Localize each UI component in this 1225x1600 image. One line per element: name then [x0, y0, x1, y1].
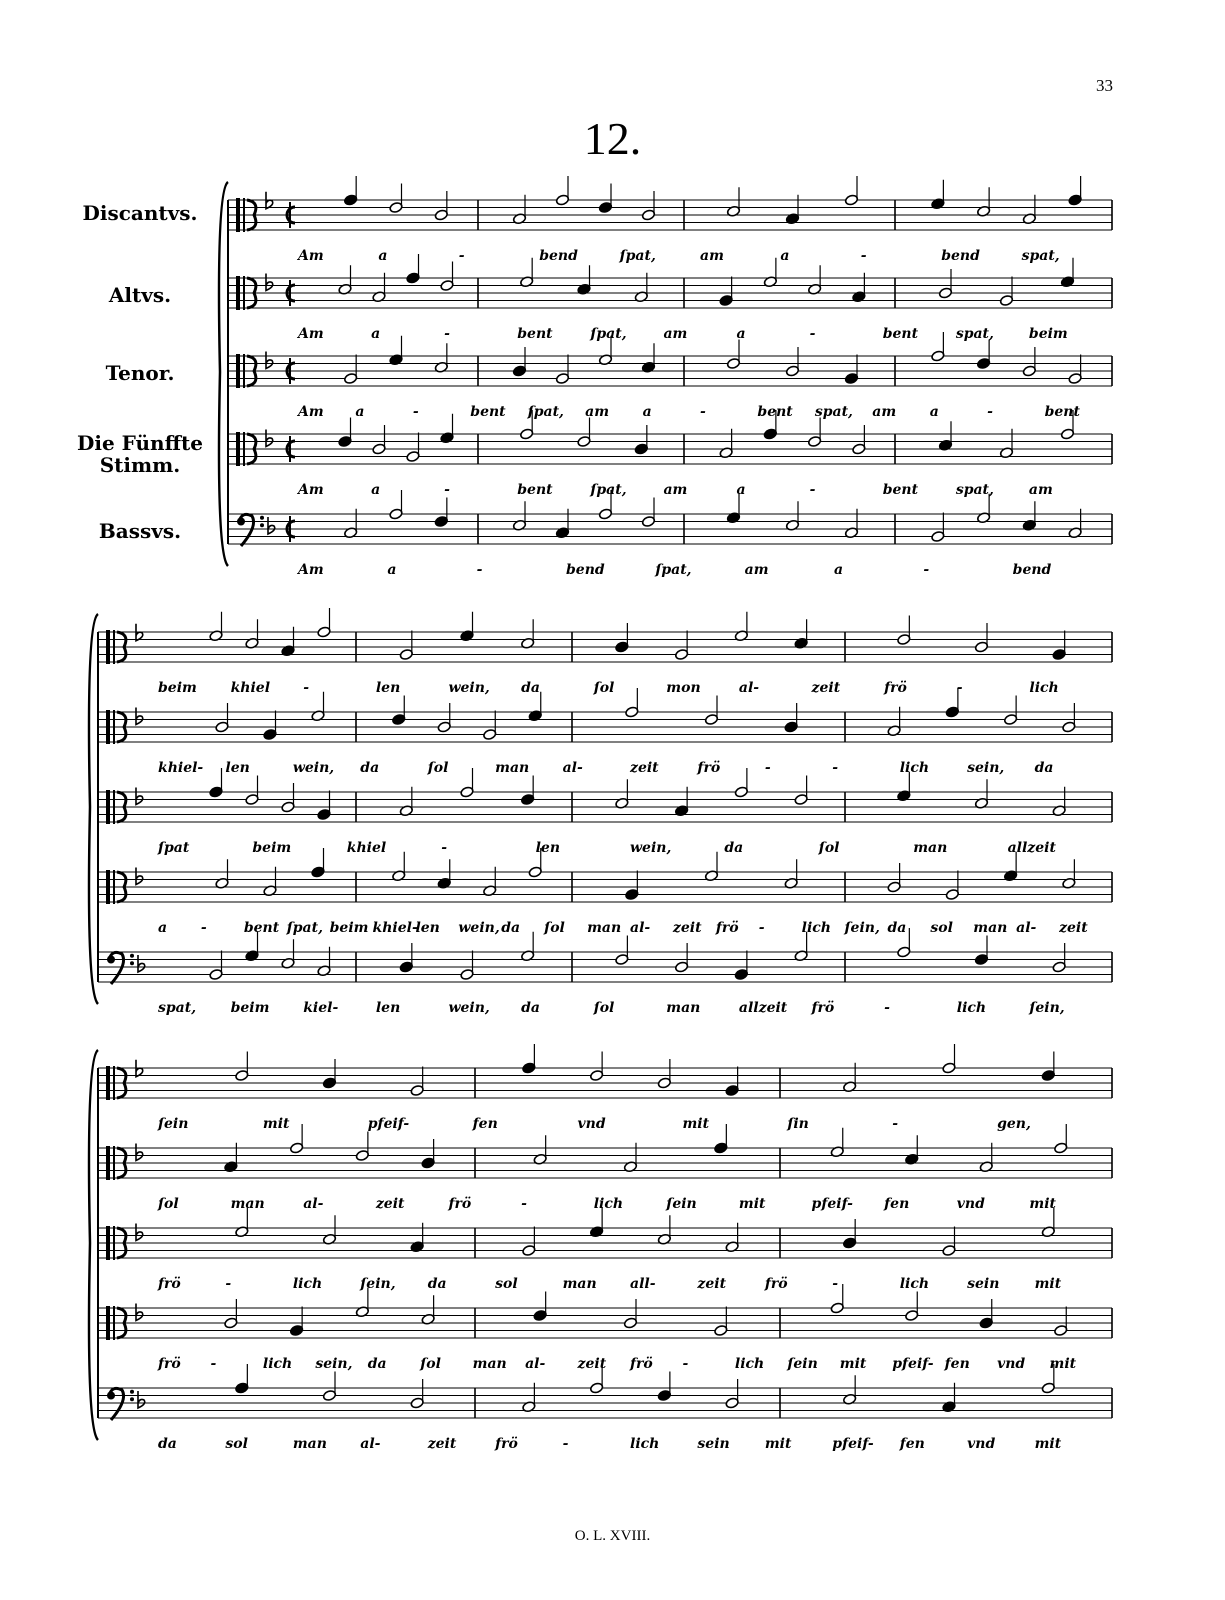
lyric-syllable: mit	[262, 1116, 290, 1132]
flat-sign	[266, 430, 273, 447]
lyric-syllable: mon	[666, 680, 701, 696]
lyric-syllable: -	[476, 562, 483, 578]
lyric-syllable: frö	[448, 1196, 472, 1212]
c-clef	[113, 630, 115, 664]
c-clef	[113, 790, 115, 824]
lyric-syllable: a	[378, 248, 388, 264]
lyric-syllable: Am	[298, 562, 324, 578]
lyric-syllable: beim	[158, 680, 197, 696]
lyric-syllable: khiel-	[372, 920, 418, 936]
c-clef	[113, 1146, 115, 1180]
lyric-syllable: spat,	[955, 482, 994, 498]
lyric-syllable: sol	[495, 1276, 518, 1292]
lyric-syllable: zeit	[427, 1436, 457, 1452]
lyric-syllable: mit	[764, 1436, 792, 1452]
lyric-syllable: mit	[1034, 1276, 1062, 1292]
lyric-syllable: -	[444, 482, 450, 498]
system-brace	[89, 1050, 98, 1440]
lyric-syllable: ſpat,	[619, 248, 656, 264]
lyric-syllable: sol	[930, 920, 953, 936]
lyric-syllable: da	[1034, 760, 1054, 776]
lyric-syllable: a	[371, 482, 381, 498]
f-clef	[130, 1397, 134, 1401]
lyric-syllable: Am	[298, 326, 324, 342]
lyric-syllable: -	[200, 920, 207, 936]
c-clef	[113, 1226, 115, 1260]
lyric-syllable: pfeif-	[367, 1116, 410, 1132]
page-number: 33	[1096, 76, 1113, 95]
c-clef	[106, 1146, 110, 1180]
lyric-syllable: da	[521, 680, 540, 696]
lyric-syllable: ſol	[593, 1000, 615, 1016]
lyric-syllable: man	[666, 1000, 701, 1016]
lyric-syllable: spat,	[1021, 248, 1060, 264]
lyric-syllable: frö	[495, 1436, 518, 1452]
flat-sign	[136, 1144, 143, 1161]
lyric-syllable: pfeif-	[811, 1196, 853, 1212]
lyric-syllable: -	[444, 326, 450, 342]
lyric-syllable: spat,	[814, 404, 853, 420]
c-clef	[106, 870, 110, 904]
lyric-syllable: zeit	[577, 1356, 607, 1372]
lyric-syllable: bent	[517, 326, 553, 342]
lyric-syllable: -	[884, 1000, 890, 1016]
lyric-syllable: bent	[882, 326, 919, 342]
lyric-syllable: beim	[230, 1000, 270, 1016]
lyric-syllable: ſein,	[844, 920, 880, 936]
lyric-syllable: ſol	[420, 1356, 441, 1372]
lyric-syllable: lich	[593, 1196, 624, 1212]
lyric-syllable: mit	[1029, 1196, 1056, 1212]
lyric-syllable: bent	[757, 404, 793, 420]
lyric-syllable: len	[415, 920, 440, 936]
lyric-syllable: a	[780, 248, 790, 264]
lyric-syllable: kiel-	[303, 1000, 339, 1016]
c-clef	[243, 432, 245, 466]
lyric-syllable: sein	[967, 1276, 1000, 1292]
lyric-syllable: fen	[884, 1196, 910, 1212]
lyric-syllable: khiel-	[158, 760, 204, 776]
c-clef	[236, 198, 240, 232]
lyric-syllable: lich	[1029, 680, 1059, 696]
lyric-syllable: wein,	[630, 840, 672, 856]
lyric-syllable: am	[700, 248, 724, 264]
lyric-syllable: -	[956, 680, 963, 696]
lyric-syllable: beim	[329, 920, 369, 936]
lyric-syllable: -	[412, 404, 419, 420]
c-clef	[243, 198, 245, 232]
c-clef	[106, 1306, 110, 1340]
lyric-syllable: -	[682, 1356, 689, 1372]
lyric-syllable: mit	[839, 1356, 867, 1372]
lyric-syllable: a	[834, 562, 844, 578]
lyric-syllable: -	[441, 840, 448, 856]
lyric-syllable: am	[1028, 482, 1053, 498]
lyric-syllable: vnd	[967, 1436, 996, 1452]
lyric-syllable: ſpat,	[590, 482, 627, 498]
lyric-syllable: zeit	[1059, 920, 1088, 936]
lyric-syllable: fen	[944, 1356, 970, 1372]
lyric-syllable: wein,	[448, 680, 490, 696]
f-clef	[130, 961, 134, 965]
lyric-syllable: mit	[1049, 1356, 1077, 1372]
voice-label-altus: Altvs.	[108, 283, 172, 307]
lyric-syllable: zeit	[375, 1196, 405, 1212]
lyric-syllable: frö	[697, 760, 721, 776]
lyric-syllable: lich	[734, 1356, 765, 1372]
flat-sign	[136, 1224, 143, 1241]
lyric-syllable: a	[642, 404, 652, 420]
lyric-syllable: da	[360, 760, 380, 776]
lyric-syllable: allzeit	[1007, 840, 1056, 856]
lyric-syllable: ſein,	[360, 1276, 396, 1292]
lyric-syllable: man	[913, 840, 948, 856]
lyric-syllable: al-	[562, 760, 583, 776]
c-clef	[106, 1066, 110, 1100]
lyric-syllable: -	[562, 1436, 569, 1452]
flat-sign	[266, 352, 273, 369]
lyric-syllable: da	[521, 1000, 540, 1016]
lyric-syllable: -	[832, 760, 839, 776]
lyric-syllable: len	[375, 1000, 401, 1016]
lyric-syllable: spat,	[955, 326, 994, 342]
lyric-syllable: mit	[682, 1116, 710, 1132]
lyric-syllable: -	[210, 1356, 217, 1372]
lyric-syllable: fen	[472, 1116, 498, 1132]
lyric-syllable: ſol	[818, 840, 840, 856]
lyric-syllable: vnd	[577, 1116, 606, 1132]
lyric-syllable: beim	[1028, 326, 1068, 342]
lyric-syllable: am	[872, 404, 897, 420]
c-clef	[106, 790, 110, 824]
c-clef	[113, 870, 115, 904]
lyric-syllable: -	[458, 248, 465, 264]
lyric-syllable: sein,	[967, 760, 1005, 776]
lyric-syllable: bent	[1044, 404, 1080, 420]
lyric-syllable: lich	[292, 1276, 323, 1292]
lyric-syllable: wein,	[292, 760, 335, 776]
lyric-syllable: -	[923, 562, 930, 578]
lyric-syllable: len	[225, 760, 250, 776]
lyric-syllable: -	[832, 1276, 839, 1292]
lyric-syllable: ſpat,	[590, 326, 627, 342]
lyric-syllable: zeit	[811, 680, 841, 696]
lyric-syllable: -	[809, 482, 816, 498]
lyric-syllable: sein	[697, 1436, 730, 1452]
lyric-syllable: man	[495, 760, 530, 776]
lyric-syllable: ſpat,	[655, 562, 692, 578]
lyric-syllable: allzeit	[738, 1000, 788, 1016]
c-clef	[236, 354, 240, 388]
lyric-syllable: lich	[899, 1276, 930, 1292]
lyric-syllable: frö	[811, 1000, 835, 1016]
lyric-syllable: bent	[882, 482, 919, 498]
f-clef	[109, 1388, 124, 1420]
lyric-syllable: al-	[1016, 920, 1037, 936]
lyric-syllable: ſein	[666, 1196, 697, 1212]
c-clef	[243, 354, 245, 388]
lyric-syllable: a	[736, 326, 746, 342]
lyric-syllable: man	[562, 1276, 597, 1292]
lyric-syllable: frö	[630, 1356, 653, 1372]
lyric-syllable: da	[367, 1356, 387, 1372]
lyric-syllable: ſpat	[158, 840, 190, 856]
lyric-syllable: ſpat,	[527, 404, 564, 420]
lyric-syllable: frö	[764, 1276, 788, 1292]
lyric-syllable: zeit	[630, 760, 659, 776]
lyric-syllable: am	[585, 404, 610, 420]
c-clef	[236, 432, 240, 466]
f-clef	[130, 1390, 134, 1394]
lyric-syllable: ſein,	[1029, 1000, 1065, 1016]
flat-sign	[266, 274, 273, 291]
lyric-syllable: mit	[1034, 1436, 1062, 1452]
lyric-syllable: -	[860, 248, 867, 264]
lyric-syllable: al-	[525, 1356, 546, 1372]
lyric-syllable: ſin	[787, 1116, 809, 1132]
lyric-syllable: man	[292, 1436, 327, 1452]
lyric-syllable: a	[736, 482, 746, 498]
lyric-syllable: ſein	[787, 1356, 818, 1372]
voice-label-tenor: Tenor.	[105, 361, 175, 385]
lyric-syllable: lich	[956, 1000, 987, 1016]
f-clef	[260, 516, 264, 520]
c-clef	[106, 710, 110, 744]
voice-label-quinta-vox: Die Fünffte Stimm.	[77, 431, 203, 477]
lyric-syllable: am	[663, 482, 688, 498]
flat-sign	[136, 868, 143, 885]
lyric-syllable: bend	[1012, 562, 1052, 578]
lyric-syllable: lich	[801, 920, 831, 936]
lyric-syllable: zeit	[672, 920, 702, 936]
lyric-syllable: ſol	[593, 680, 615, 696]
lyric-syllable: am	[663, 326, 688, 342]
lyric-syllable: all-	[630, 1276, 656, 1292]
c-clef	[106, 630, 110, 664]
c-clef	[243, 276, 245, 310]
lyric-syllable: sol	[225, 1436, 248, 1452]
lyric-syllable: bend	[566, 562, 605, 578]
lyric-syllable: len	[535, 840, 561, 856]
lyric-syllable: -	[892, 1116, 899, 1132]
lyric-syllable: a	[355, 404, 365, 420]
flat-sign	[136, 788, 143, 805]
lyric-syllable: -	[764, 760, 771, 776]
c-clef	[236, 276, 240, 310]
lyric-syllable: khiel	[230, 680, 271, 696]
lyric-syllable: al-	[738, 680, 760, 696]
lyric-syllable: da	[724, 840, 744, 856]
lyric-syllable: ſpat,	[286, 920, 323, 936]
lyric-syllable: a	[158, 920, 168, 936]
lyric-syllable: da	[501, 920, 521, 936]
flat-sign	[138, 1391, 145, 1408]
footer-plate-number: O. L. XVIII.	[574, 1528, 651, 1544]
lyric-syllable: -	[809, 326, 816, 342]
lyric-syllable: a	[929, 404, 939, 420]
lyric-syllable: bend	[539, 248, 578, 264]
lyric-syllable: man	[472, 1356, 507, 1372]
lyric-syllable: al-	[360, 1436, 381, 1452]
f-clef	[260, 523, 264, 527]
lyric-syllable: frö	[884, 680, 907, 696]
flat-sign	[268, 517, 275, 534]
flat-sign	[136, 1304, 143, 1321]
lyric-syllable: Am	[298, 248, 324, 264]
voice-label-bassus: Bassvs.	[98, 519, 182, 543]
lyric-syllable: ſein	[158, 1116, 189, 1132]
lyric-syllable: man	[230, 1196, 265, 1212]
lyric-syllable: len	[375, 680, 401, 696]
lyric-syllable: ſol	[427, 760, 449, 776]
system-brace	[89, 614, 98, 1004]
lyric-syllable: al-	[303, 1196, 324, 1212]
lyric-syllable: -	[303, 680, 310, 696]
lyric-syllable: -	[521, 1196, 527, 1212]
lyric-syllable: -	[758, 920, 765, 936]
lyric-syllable: -	[700, 404, 706, 420]
lyric-syllable: lich	[630, 1436, 660, 1452]
lyric-syllable: khiel	[346, 840, 387, 856]
lyric-syllable: a	[371, 326, 381, 342]
lyric-syllable: wein,	[448, 1000, 490, 1016]
lyric-syllable: wein,	[458, 920, 500, 936]
lyric-syllable: vnd	[997, 1356, 1026, 1372]
lyric-syllable: am	[744, 562, 769, 578]
lyric-syllable: spat,	[158, 1000, 197, 1016]
lyric-syllable: man	[973, 920, 1008, 936]
voice-label-discantus: Discantvs.	[82, 201, 198, 225]
lyric-syllable: da	[887, 920, 907, 936]
lyric-syllable: fen	[899, 1436, 925, 1452]
lyric-syllable: -	[225, 1276, 232, 1292]
f-clef	[130, 954, 134, 958]
c-clef	[113, 710, 115, 744]
lyric-syllable: frö	[715, 920, 739, 936]
lyric-syllable: da	[158, 1436, 177, 1452]
lyric-syllable: bent	[470, 404, 506, 420]
lyric-syllable: man	[587, 920, 622, 936]
lyric-syllable: pfeif-	[832, 1436, 874, 1452]
c-clef	[113, 1066, 115, 1100]
system-brace	[219, 182, 228, 566]
flat-sign	[136, 708, 143, 725]
lyric-syllable: beim	[252, 840, 292, 856]
lyric-syllable: bent	[517, 482, 553, 498]
lyric-syllable: Am	[298, 482, 324, 498]
lyric-syllable: da	[427, 1276, 447, 1292]
c-clef	[106, 1226, 110, 1260]
lyric-syllable: bent	[243, 920, 280, 936]
lyric-syllable: mit	[738, 1196, 766, 1212]
lyric-syllable: lich	[262, 1356, 293, 1372]
lyric-syllable: -	[987, 404, 993, 420]
lyric-syllable: a	[387, 562, 397, 578]
lyric-syllable: vnd	[956, 1196, 985, 1212]
lyric-syllable: frö	[158, 1356, 181, 1372]
lyric-syllable: Am	[298, 404, 324, 420]
f-clef	[239, 514, 254, 546]
piece-number: 12.	[583, 113, 642, 164]
lyric-syllable: zeit	[697, 1276, 727, 1292]
lyric-syllable: lich	[899, 760, 930, 776]
lyric-syllable: bend	[941, 248, 980, 264]
f-clef	[109, 952, 124, 984]
lyric-syllable: sein,	[315, 1356, 353, 1372]
c-clef	[113, 1306, 115, 1340]
lyric-syllable: ſol	[158, 1196, 179, 1212]
lyric-syllable: gen,	[997, 1116, 1031, 1132]
flat-sign	[138, 955, 145, 972]
lyric-syllable: frö	[158, 1276, 181, 1292]
lyric-syllable: al-	[630, 920, 651, 936]
lyric-syllable: pfeif-	[892, 1356, 934, 1372]
lyric-syllable: ſol	[544, 920, 565, 936]
